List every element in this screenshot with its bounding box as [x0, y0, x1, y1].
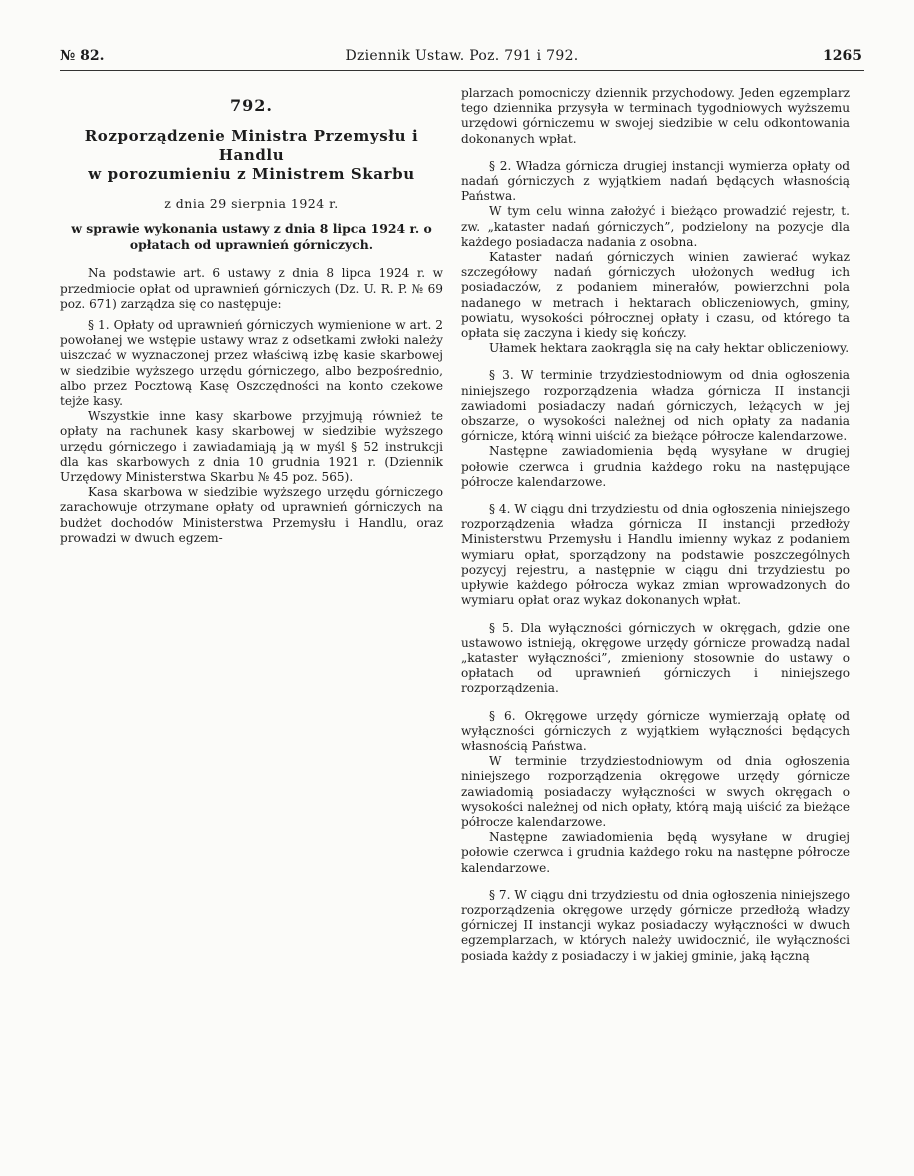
- paragraph-2-b: W tym celu winna założyć i bieżąco prowadzić rejestr, t. zw. „kataster nadań górniczych”, podzielony na pozycje dla każdego posiadacza nadania z osobna.: [461, 204, 850, 249]
- paragraph-6-c: Następne zawiadomienia będą wysyłane w drugiej połowie czerwca i grudnia każdego roku na następne półrocze kalendarzowe.: [461, 830, 850, 875]
- paragraph-1: § 1. Opłaty od uprawnień górniczych wymienione w art. 2 powołanej we wstępie ustawy wraz z odsetkami zwłoki należy uiszczać w wyznaczonej przez właściwą izbę kasie skarbowej w siedzibie wyższego urzędu górniczego, albo bezpośrednio, albo przez Pocztową Kasę Oszczędności na konto czekowe tejże kasy.: [60, 318, 443, 409]
- journal-title: Dziennik Ustaw. Poz. 791 i 792.: [345, 48, 579, 64]
- title-line-2: w porozumieniu z Ministrem Skarbu: [88, 165, 415, 184]
- issue-number: № 82.: [60, 48, 105, 64]
- paragraph-3: § 3. W terminie trzydziestodniowym od dnia ogłoszenia niniejszego rozporządzenia władza górnicza II instancji zawiadomi posiadaczy nadań górniczych, leżących w jej obszarze, o wysokości należnej od nich opłaty za nadania górnicze, którą winni uiścić za bieżące półrocze kalendarzowe.: [461, 368, 850, 444]
- title-line-1: Rozporządzenie Ministra Przemysłu i Handlu: [84, 127, 419, 165]
- paragraph-6: § 6. Okręgowe urzędy górnicze wymierzają opłatę od wyłączności górniczych z wyjątkiem wyłączności będących własnością Państwa.: [461, 708, 850, 753]
- regulation-title: [60, 127, 443, 184]
- paragraph-4: § 4. W ciągu dni trzydziestu od dnia ogłoszenia niniejszego rozporządzenia władza górnicza II instancji przedłoży Ministerstwu Przemysłu i Handlu imienny wykaz z podaniem wymiaru opłat, sporządzony na podstawie poszczególnych pozycyj rejestru, a następnie w ciągu dni trzydziestu po upływie każdego półrocza wykaz zmian wprowadzonych do wymiaru opłat oraz wykaz dokonanych wpłat.: [461, 502, 850, 608]
- page-number: 1265: [823, 48, 862, 64]
- page-header: [60, 44, 864, 71]
- paragraph-2: § 2. Władza górnicza drugiej instancji wymierza opłaty od nadań górniczych z wyjątkiem nadań będących własnością Państwa.: [461, 158, 850, 204]
- regulation-subject: w sprawie wykonania ustawy z dnia 8 lipca 1924 r. o opłatach od uprawnień górniczych.: [71, 221, 432, 252]
- regulation-date: z dnia 29 sierpnia 1924 r.: [164, 196, 339, 212]
- paragraph-5: § 5. Dla wyłączności górniczych w okręgach, gdzie one ustawowo istnieją, okręgowe urzędy górnicze prowadzą nadal „kataster wyłączności”, zmieniony stosownie do ustawy o opłatach od uprawnień górniczych i niniejszego rozporządzenia.: [461, 620, 850, 696]
- preamble: Na podstawie art. 6 ustawy z dnia 8 lipca 1924 r. w przedmiocie opłat od uprawnień górniczych (Dz. U. R. P. № 69 poz. 671) zarządza się co następuje:: [60, 266, 443, 311]
- left-column: [60, 86, 443, 546]
- paragraph-1-cont-2: Kasa skarbowa w siedzibie wyższego urzędu górniczego zarachowuje otrzymane opłaty od uprawnień górniczych na budżet dochodów Ministerstwa Przemysłu i Handlu, oraz prowadzi w dwuch egzem-: [60, 485, 443, 545]
- paragraph-2-d: Ułamek hektara zaokrągla się na cały hektar obliczeniowy.: [489, 341, 850, 356]
- paragraph-2-c: Kataster nadań górniczych winien zawierać wykaz szczegółowy nadań górniczych ułożonych według ich posiadaczów, z podaniem minerałów, powierzchni pola nadanego w metrach i hektarach obliczeniowych, gminy, powiatu, wysokości półrocznej opłaty i czasu, od którego ta opłata się zaczyna i kiedy się kończy.: [461, 250, 850, 341]
- position-number: 792.: [230, 96, 273, 115]
- continuation-text: plarzach pomocniczy dziennik przychodowy. Jeden egzemplarz tego dziennika przysyła w terminach tygodniowych wyższemu urzędowi górniczemu w swojej siedzibie w celu odkontowania dokonanych wpłat.: [461, 86, 850, 146]
- right-column: [461, 86, 850, 964]
- paragraph-3-b: Następne zawiadomienia będą wysyłane w drugiej połowie czerwca i grudnia każdego roku na następujące półrocze kalendarzowe.: [461, 444, 850, 489]
- paragraph-1-cont: Wszystkie inne kasy skarbowe przyjmują również te opłaty na rachunek kasy skarbowej w siedzibie wyższego urzędu górniczego i zawiadamiają ją w myśl § 52 instrukcji dla kas skarbowych z dnia 10 grudnia 1921 r. (Dziennik Urzędowy Ministerstwa Skarbu № 45 poz. 565).: [60, 409, 443, 485]
- paragraph-6-b: W terminie trzydziestodniowym od dnia ogłoszenia niniejszego rozporządzenia okręgowe urzędy górnicze zawiadomią posiadaczy wyłączności w swych okręgach o wysokości należnej od nich opłaty, którą mają uiścić za bieżące półrocze kalendarzowe.: [461, 754, 850, 829]
- paragraph-7: § 7. W ciągu dni trzydziestu od dnia ogłoszenia niniejszego rozporządzenia okręgowe urzędy górnicze przedłożą władzy górniczej II instancji wykaz posiadaczy wyłączności w dwuch egzemplarzach, w których należy uwidocznić, ile wyłączności posiada każdy z posiadaczy i w jakiej gminie, jaką łączną: [461, 887, 850, 963]
